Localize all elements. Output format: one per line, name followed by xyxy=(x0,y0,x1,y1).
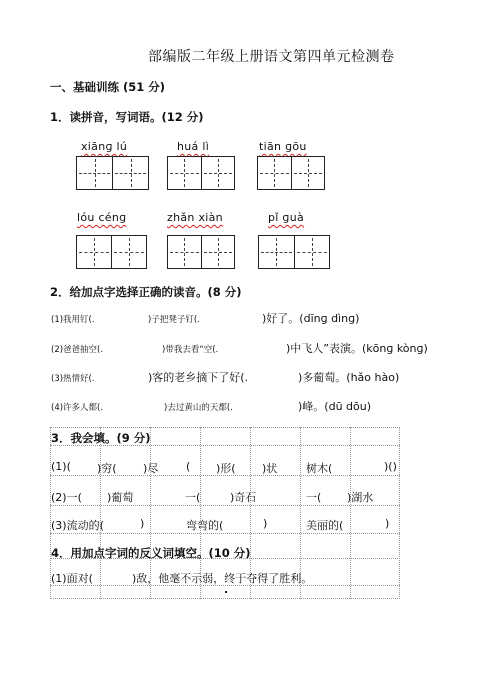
q3-row-1-blank-6[interactable]: )状 xyxy=(262,462,278,475)
q3-row-1-blank-5[interactable]: )形( xyxy=(216,462,236,475)
q2-row-4-part-c: )峰。(dū dōu) xyxy=(298,400,372,413)
q3-row-1-blank-2[interactable]: )穷( xyxy=(97,462,117,475)
pinyin-2: huá lì xyxy=(177,140,210,153)
q3-row-3-blank-1[interactable]: (3)流动的( xyxy=(51,519,104,532)
q2-row-3-part-c: )多葡萄。(hǎo hào) xyxy=(298,371,400,384)
pinyin-5: zhǎn xiàn xyxy=(167,211,223,224)
q2-row-3-part-b: )客的老乡摘下了好(. xyxy=(148,371,249,384)
section-heading: 一、基础训练 (51 分) xyxy=(50,80,166,94)
q3-row-2-blank-3[interactable]: 一( xyxy=(185,491,201,504)
emphasis-dot: . xyxy=(224,583,229,596)
q3-row-3-blank-6[interactable]: ) xyxy=(385,517,390,530)
writing-grid[interactable] xyxy=(167,156,235,190)
page-title: 部编版二年级上册语文第四单元检测卷 xyxy=(148,49,395,65)
q3-row-2-blank-1[interactable]: (2)一( xyxy=(51,491,82,504)
q3-row-3-blank-2[interactable]: ) xyxy=(140,517,145,530)
q2-row-1-part-c: )好了。(dīnɡ dìnɡ) xyxy=(262,312,360,325)
pinyin-1: xiānɡ lú xyxy=(81,140,128,153)
q2-row-1-part-b: )子把凳子钉(. xyxy=(148,315,200,325)
q2-row-3-part-a: (3)热情好(. xyxy=(51,374,95,384)
q2-row-4-part-b: )去过黄山的天都(. xyxy=(164,403,233,413)
q4-heading: 4．用加点字词的反义词填空。(10 分) xyxy=(51,546,251,560)
q3-row-2-blank-6[interactable]: )湖水 xyxy=(347,491,374,504)
q2-row-4-part-a: (4)许多人都(. xyxy=(51,403,104,413)
writing-grid[interactable] xyxy=(257,156,325,190)
q3-row-1-blank-1[interactable]: (1)( xyxy=(51,460,71,473)
q3-row-1-blank-7[interactable]: 树木( xyxy=(306,462,333,475)
writing-grid[interactable] xyxy=(76,156,149,190)
q3-row-3-blank-3[interactable]: 弯弯的( xyxy=(186,519,224,532)
q3-row-1-blank-3[interactable]: )尽 xyxy=(143,462,159,475)
q3-row-3-blank-5[interactable]: 美丽的( xyxy=(306,519,344,532)
q2-row-2-part-c: )中飞人”表演。(kōnɡ kònɡ) xyxy=(286,342,428,355)
writing-grid[interactable] xyxy=(167,235,235,269)
q2-row-1-part-a: (1)我用钉(. xyxy=(51,315,95,325)
q3-row-1-blank-8[interactable]: )() xyxy=(384,460,397,473)
q4-row-1-part-a[interactable]: (1)面对( xyxy=(51,572,93,585)
pinyin-6: pǐ ɡuà xyxy=(268,211,305,224)
q4-row-1-part-b: )敌，他毫不示弱，终于夺得了胜利。 xyxy=(132,572,313,585)
q3-row-2-blank-5[interactable]: 一( xyxy=(306,491,322,504)
pinyin-4: lóu cénɡ xyxy=(77,211,127,224)
q2-heading: 2．给加点字选择正确的读音。(8 分) xyxy=(50,285,242,299)
writing-grid[interactable] xyxy=(258,235,330,269)
q3-heading: 3．我会填。(9 分) xyxy=(51,431,151,445)
q3-row-1-blank-4[interactable]: ( xyxy=(186,460,191,473)
writing-grid[interactable] xyxy=(76,235,147,269)
pinyin-3: tiān ɡōu xyxy=(259,140,307,153)
q2-row-2-part-a: (2)爸爸抽空(. xyxy=(51,345,104,355)
q3-row-2-blank-4[interactable]: )奇石 xyxy=(230,491,257,504)
q3-row-3-blank-4[interactable]: ) xyxy=(263,517,268,530)
q1-heading: 1．读拼音，写词语。(12 分) xyxy=(50,110,204,124)
q2-row-2-part-b: )带我去看“空(. xyxy=(162,345,219,355)
q3-row-2-blank-2[interactable]: )葡萄 xyxy=(107,491,134,504)
